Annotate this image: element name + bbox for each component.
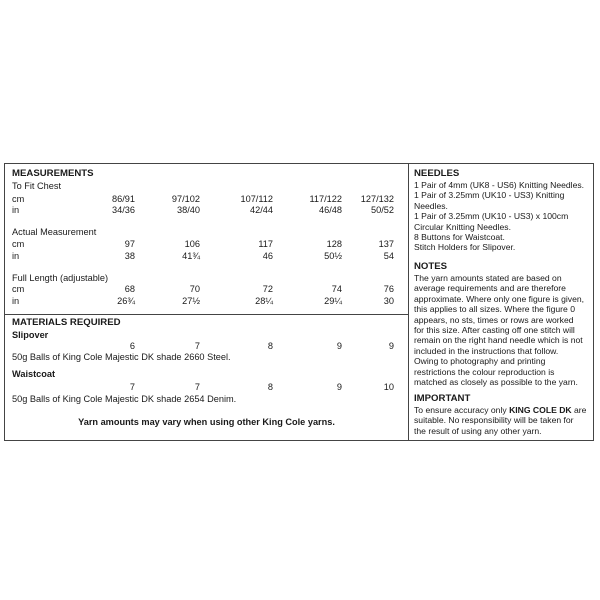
notes-line: appears, no sts, times or rows are worked bbox=[414, 314, 574, 325]
section-divider bbox=[5, 314, 408, 315]
length-cm-cell: 68 bbox=[124, 284, 135, 294]
length-in-cell: 27½ bbox=[182, 296, 200, 306]
waistcoat-count-cell: 10 bbox=[383, 382, 394, 392]
chest-in-cell: 42/44 bbox=[250, 205, 273, 215]
to-fit-chest-label: To Fit Chest bbox=[12, 181, 62, 191]
unit-in-label: in bbox=[12, 205, 20, 215]
actual-in-cell: 46 bbox=[262, 251, 273, 261]
chest-in-cell: 34/36 bbox=[112, 205, 135, 215]
unit-in-label: in bbox=[12, 251, 20, 261]
needles-line: 1 Pair of 3.25mm (UK10 - US3) x 100cm bbox=[414, 211, 569, 222]
materials-title: MATERIALS REQUIRED bbox=[12, 317, 121, 328]
chest-cm-cell: 86/91 bbox=[112, 194, 135, 204]
slipover-count-cell: 9 bbox=[336, 341, 342, 351]
full-length-label: Full Length (adjustable) bbox=[12, 273, 109, 283]
actual-cm-cell: 117 bbox=[258, 239, 273, 249]
needles-line: 8 Buttons for Waistcoat. bbox=[414, 232, 505, 243]
notes-line: this applies to all sizes. Where the figure 0 bbox=[414, 304, 575, 315]
chest-cm-cell: 97/102 bbox=[171, 194, 200, 204]
length-cm-cell: 70 bbox=[189, 284, 200, 294]
column-divider bbox=[408, 164, 409, 440]
actual-cm-cell: 97 bbox=[124, 239, 135, 249]
length-cm-cell: 74 bbox=[331, 284, 342, 294]
actual-measurement-label: Actual Measurement bbox=[12, 227, 97, 237]
notes-line: approximate. Where only one figure is given, bbox=[414, 293, 585, 304]
chest-cm-cell: 127/132 bbox=[360, 194, 394, 204]
length-in-cell: 29¼ bbox=[324, 296, 342, 306]
chest-cm-cell: 107/112 bbox=[240, 194, 273, 204]
notes-line: for this size. After casting off one stitch will bbox=[414, 325, 575, 336]
actual-cm-cell: 137 bbox=[378, 239, 394, 249]
slipover-count-cell: 9 bbox=[388, 341, 394, 351]
waistcoat-yarn-text: 50g Balls of King Cole Majestic DK shade 2654 Denim. bbox=[12, 394, 237, 404]
slipover-label: Slipover bbox=[12, 330, 49, 340]
brand-name: KING COLE DK bbox=[509, 405, 572, 415]
notes-line: The yarn amounts stated are based on bbox=[414, 273, 562, 283]
chest-in-cell: 50/52 bbox=[371, 205, 394, 215]
needles-line: Needles. bbox=[414, 200, 448, 211]
actual-cm-cell: 128 bbox=[326, 239, 342, 249]
notes-line: average requirements and are therefore bbox=[414, 283, 566, 294]
chest-in-cell: 38/40 bbox=[177, 205, 200, 215]
actual-in-cell: 41¾ bbox=[182, 251, 200, 261]
actual-in-cell: 54 bbox=[383, 251, 394, 261]
important-text bbox=[414, 405, 594, 436]
actual-in-cell: 50½ bbox=[324, 251, 342, 261]
needles-title: NEEDLES bbox=[414, 168, 460, 179]
unit-cm-label: cm bbox=[12, 284, 25, 294]
yarn-note: Yarn amounts may vary when using other King Cole yarns. bbox=[78, 417, 335, 427]
waistcoat-label: Waistcoat bbox=[12, 369, 56, 379]
important-title: IMPORTANT bbox=[414, 393, 471, 404]
length-cm-cell: 76 bbox=[383, 284, 394, 294]
needles-list bbox=[414, 180, 592, 253]
needles-line: Stitch Holders for Slipover. bbox=[414, 242, 516, 253]
notes-line: restrictions the colour reproduction is bbox=[414, 366, 555, 377]
actual-in-cell: 38 bbox=[124, 251, 135, 261]
length-in-cell: 26¾ bbox=[117, 296, 135, 306]
needles-line: 1 Pair of 4mm (UK8 - US6) Knitting Needles. bbox=[414, 180, 585, 190]
important-line: To ensure accuracy only KING COLE DK are bbox=[414, 405, 587, 415]
slipover-count-cell: 7 bbox=[194, 341, 200, 351]
length-in-cell: 30 bbox=[383, 296, 394, 306]
waistcoat-count-cell: 7 bbox=[129, 382, 135, 392]
notes-line: included in the instructions that follow. bbox=[414, 345, 559, 356]
notes-line: matched as closely as possible to the yarn. bbox=[414, 377, 578, 388]
actual-cm-cell: 106 bbox=[184, 239, 200, 249]
needles-line: Circular Knitting Needles. bbox=[414, 221, 511, 232]
length-in-cell: 28¼ bbox=[255, 296, 273, 306]
important-line: the result of using any other yarn. bbox=[414, 425, 542, 436]
unit-cm-label: cm bbox=[12, 239, 25, 249]
notes-text bbox=[414, 273, 592, 387]
waistcoat-count-cell: 9 bbox=[336, 382, 342, 392]
slipover-count-cell: 8 bbox=[267, 341, 273, 351]
measurements-title: MEASUREMENTS bbox=[12, 168, 94, 179]
slipover-yarn-text: 50g Balls of King Cole Majestic DK shade 2660 Steel. bbox=[12, 352, 231, 362]
waistcoat-count-cell: 7 bbox=[194, 382, 200, 392]
needles-line: 1 Pair of 3.25mm (UK10 - US3) Knitting bbox=[414, 190, 565, 201]
notes-title: NOTES bbox=[414, 261, 448, 272]
pattern-info-card bbox=[4, 163, 594, 441]
length-cm-cell: 72 bbox=[262, 284, 273, 294]
unit-cm-label: cm bbox=[12, 194, 25, 204]
notes-line: remain on the right hand needle which is not bbox=[414, 335, 583, 346]
notes-line: Owing to photography and printing bbox=[414, 356, 546, 367]
important-line: suitable. No responsibility will be taken for bbox=[414, 415, 574, 426]
slipover-count-cell: 6 bbox=[129, 341, 135, 351]
chest-cm-cell: 117/122 bbox=[309, 194, 342, 204]
unit-in-label: in bbox=[12, 296, 20, 306]
waistcoat-count-cell: 8 bbox=[267, 382, 273, 392]
chest-in-cell: 46/48 bbox=[319, 205, 342, 215]
